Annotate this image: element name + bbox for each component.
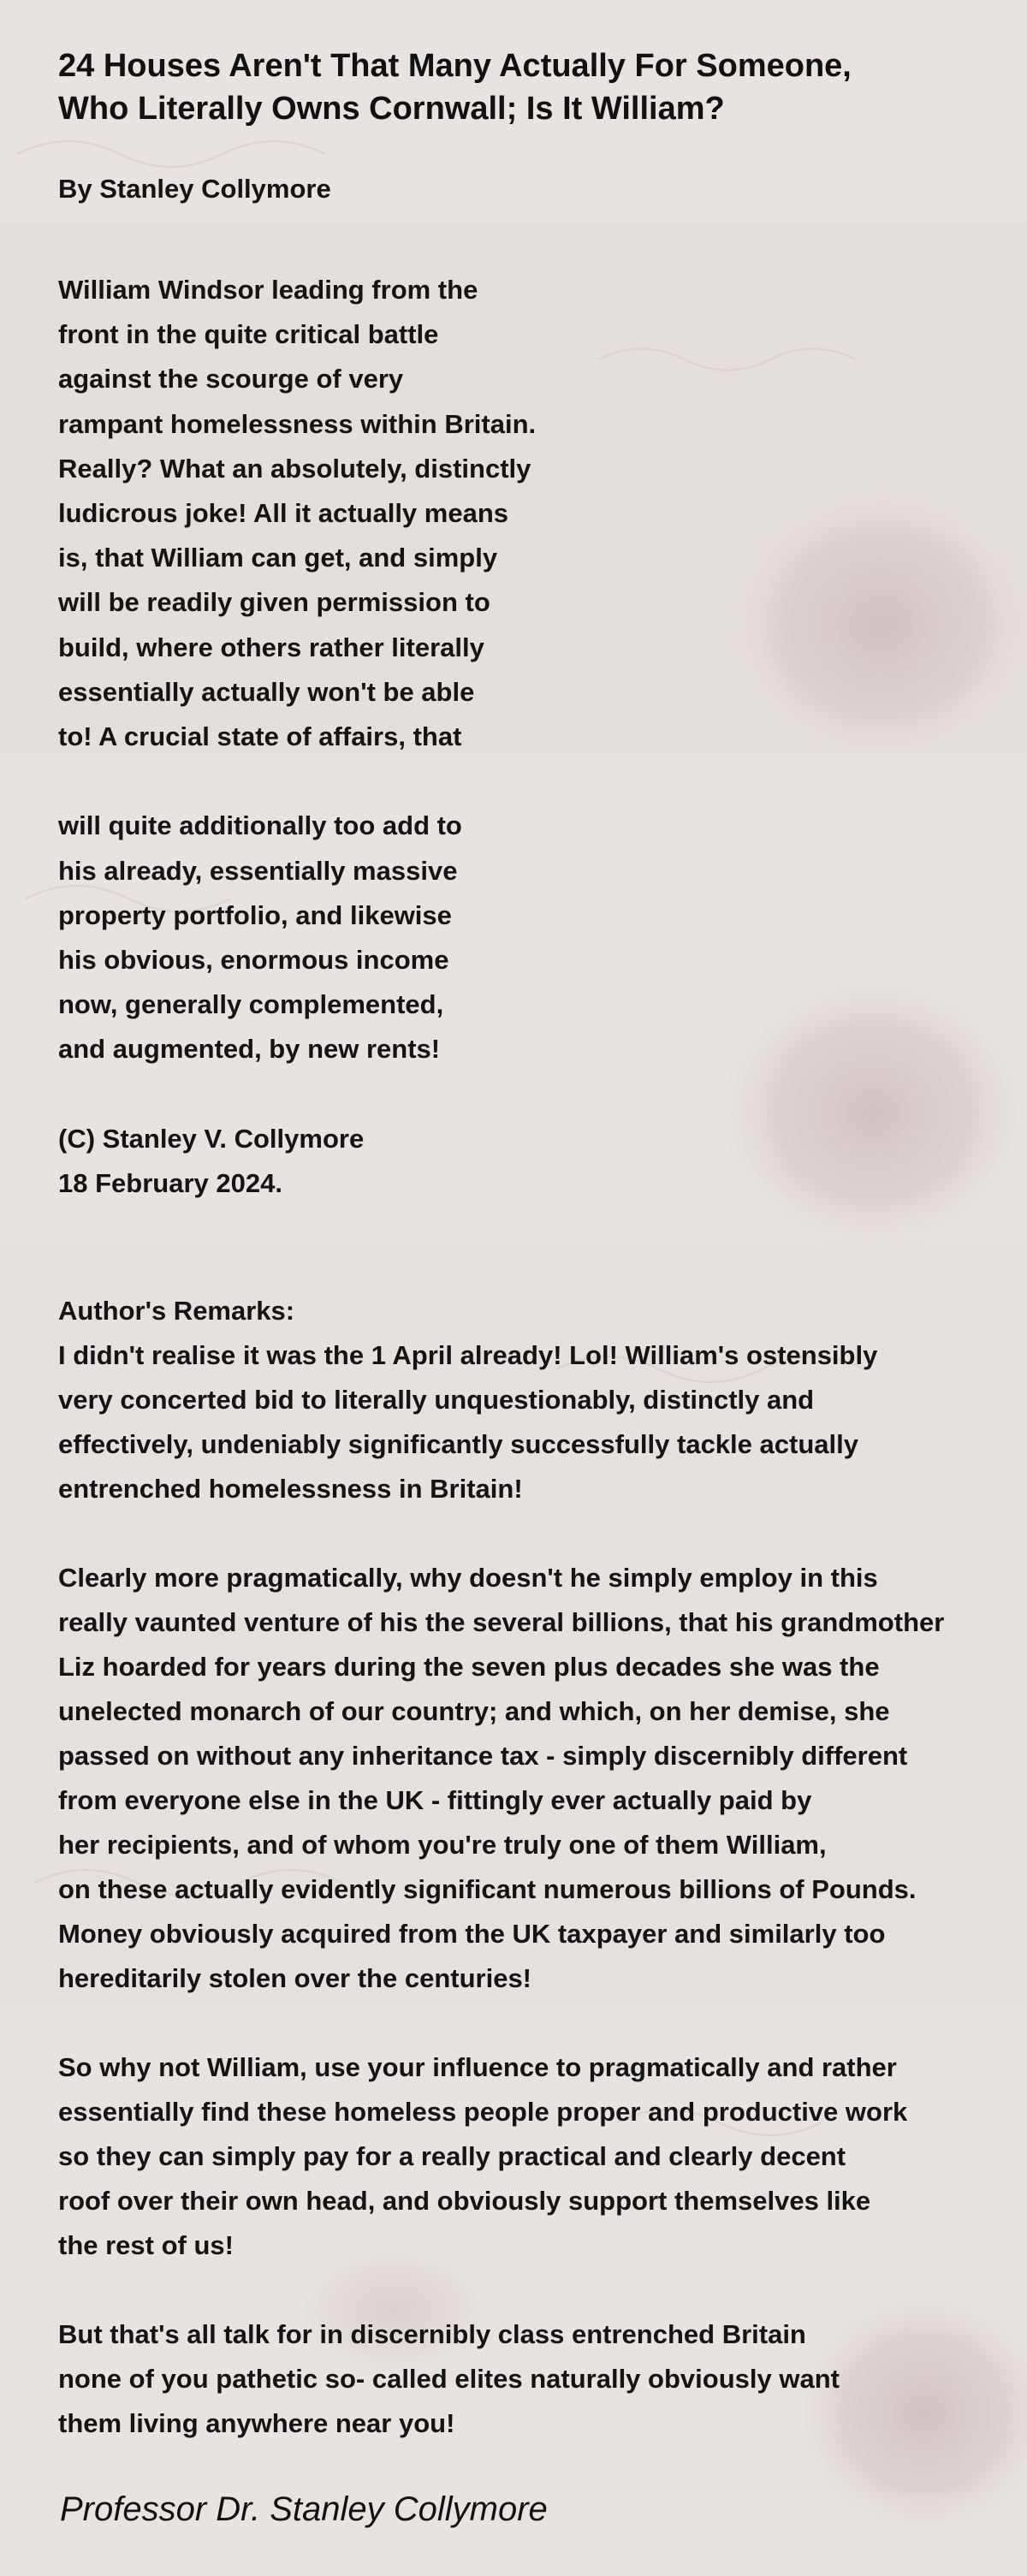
remarks-line: passed on without any inheritance tax - simply discernibly different <box>58 1741 908 1771</box>
poem-line: Really? What an absolutely, distinctly <box>58 453 531 484</box>
remarks-line: effectively, undeniably significantly successfully tackle actually <box>58 1429 858 1459</box>
poem-line: build, where others rather literally <box>58 632 484 662</box>
title-line-1: 24 Houses Aren't That Many Actually For Someone, <box>58 48 852 84</box>
remarks-line: But that's all talk for in discernibly class entrenched Britain <box>58 2319 806 2349</box>
author-remarks <box>58 1289 944 2446</box>
poem-line: and augmented, by new rents! <box>58 1034 441 1065</box>
remarks-line: Clearly more pragmatically, why doesn't he simply employ in this <box>58 1563 878 1593</box>
remarks-line: roof over their own head, and obviously support themselves like <box>58 2186 871 2216</box>
poem-line: essentially actually won't be able <box>58 676 475 707</box>
poem-date: 18 February 2024. <box>58 1168 282 1199</box>
remarks-line: none of you pathetic so- called elites naturally obviously want <box>58 2364 840 2394</box>
remarks-line: I didn't realise it was the 1 April already! Lol! William's ostensibly <box>58 1340 878 1370</box>
poem-page <box>0 0 1027 130</box>
poem-line: rampant homelessness within Britain. <box>58 408 537 439</box>
remarks-line: unelected monarch of our country; and which, on her demise, she <box>58 1696 890 1726</box>
poem-line: ludicrous joke! All it actually means <box>58 498 509 529</box>
remarks-heading: Author's Remarks: <box>58 1296 295 1326</box>
title-line-2: Who Literally Owns Cornwall; Is It William? <box>58 91 725 127</box>
poem-line: to! A crucial state of affairs, that <box>58 721 462 752</box>
poem-line: William Windsor leading from the <box>58 275 478 305</box>
remarks-line: Money obviously acquired from the UK taxpayer and similarly too <box>58 1919 886 1949</box>
remarks-line: from everyone else in the UK - fittingly ever actually paid by <box>58 1785 812 1815</box>
remarks-line: her recipients, and of whom you're truly one of them William, <box>58 1830 827 1860</box>
author-signature: Professor Dr. Stanley Collymore <box>60 2490 548 2528</box>
remarks-line: so they can simply pay for a really practical and clearly decent <box>58 2141 846 2171</box>
remarks-line: So why not William, use your influence to pragmatically and rather <box>58 2052 897 2082</box>
remarks-line: on these actually evidently significant numerous billions of Pounds. <box>58 1874 917 1904</box>
remarks-line: hereditarily stolen over the centuries! <box>58 1963 532 1993</box>
remarks-line: the rest of us! <box>58 2230 234 2260</box>
poem-line: front in the quite critical battle <box>58 319 439 350</box>
poem-line: against the scourge of very <box>58 364 404 395</box>
stanza-break <box>58 1072 536 1117</box>
copyright-notice: (C) Stanley V. Collymore <box>58 1123 365 1154</box>
remarks-line: essentially find these homeless people proper and productive work <box>58 2097 908 2127</box>
remarks-line: Liz hoarded for years during the seven plus decades she was the <box>58 1652 880 1682</box>
remarks-line: really vaunted venture of his the several billions, that his grandmother <box>58 1607 945 1637</box>
paragraph-break <box>58 1511 944 1556</box>
poem-line: his obvious, enormous income <box>58 945 449 976</box>
poem-title <box>58 45 969 130</box>
poem-line: now, generally complemented, <box>58 989 444 1020</box>
author-byline: By Stanley Collymore <box>58 174 331 204</box>
poem-line: will quite additionally too add to <box>58 810 462 841</box>
poem-body <box>58 268 536 1206</box>
poem-line: property portfolio, and likewise <box>58 899 452 930</box>
stanza-break <box>58 759 536 804</box>
remarks-line: very concerted bid to literally unquestionably, distinctly and <box>58 1385 815 1415</box>
paragraph-break <box>58 2268 944 2312</box>
poem-line: will be readily given permission to <box>58 587 490 618</box>
poem-line: his already, essentially massive <box>58 855 458 886</box>
poem-line: is, that William can get, and simply <box>58 543 498 573</box>
remarks-line: them living anywhere near you! <box>58 2408 455 2438</box>
paragraph-break <box>58 2001 944 2045</box>
remarks-line: entrenched homelessness in Britain! <box>58 1474 523 1504</box>
